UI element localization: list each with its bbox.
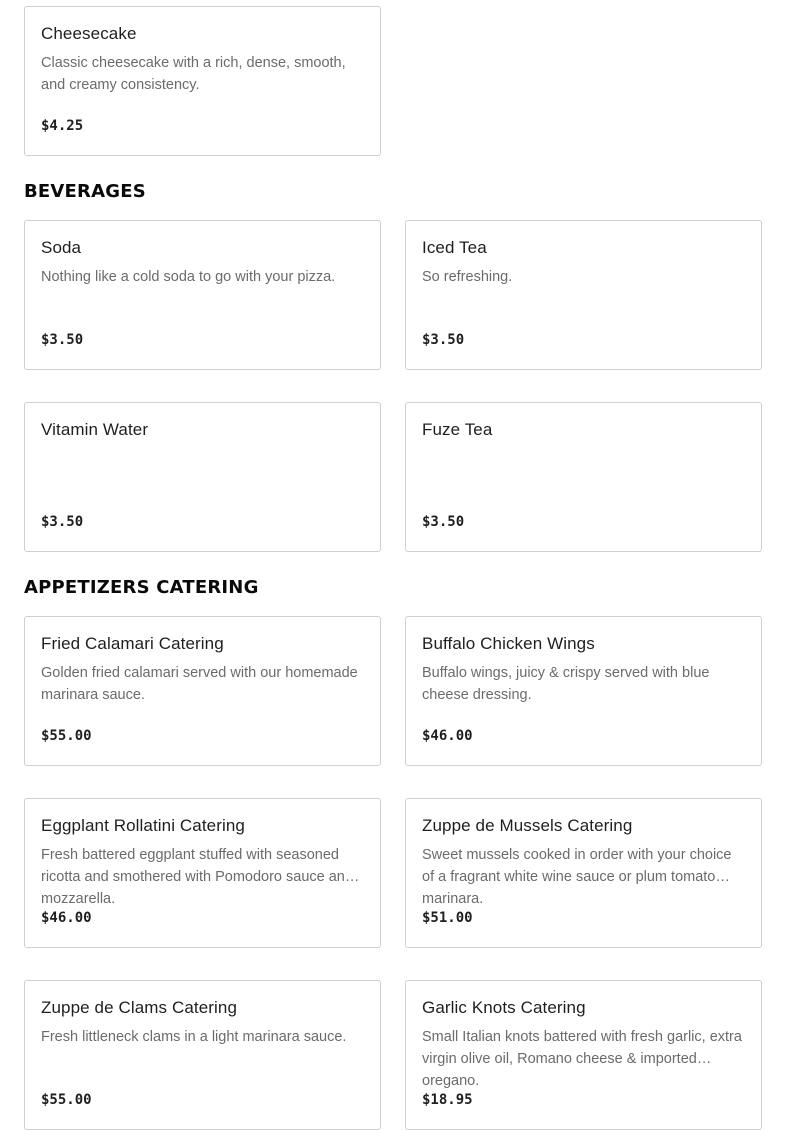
menu-item-card-zuppe-de-mussels-catering[interactable] (405, 798, 762, 948)
item-name: Garlic Knots Catering (422, 998, 586, 1017)
item-price: $51.00 (422, 910, 473, 926)
item-name: Buffalo Chicken Wings (422, 634, 595, 653)
item-price: $55.00 (41, 1092, 92, 1108)
item-description: Fresh littleneck clams in a light marinara sauce. (41, 1029, 347, 1045)
item-name: Fuze Tea (422, 420, 493, 439)
item-price: $55.00 (41, 728, 92, 744)
section-title-beverages: BEVERAGES (24, 181, 146, 202)
item-description: Fresh battered eggplant stuffed with seasoned ricotta and smothered with Pomodoro sauce and mozzarella. (41, 847, 353, 907)
item-description: Nothing like a cold soda to go with your pizza. (41, 269, 336, 285)
item-name: Soda (41, 238, 82, 257)
menu-item-card-fuze-tea[interactable] (405, 402, 762, 552)
menu-item-card-iced-tea[interactable] (405, 220, 762, 370)
menu-item-card-zuppe-de-clams-catering[interactable] (24, 980, 381, 1130)
menu-item-card-buffalo-chicken-wings[interactable] (405, 616, 762, 766)
item-price: $3.50 (422, 332, 465, 348)
item-name: Eggplant Rollatini Catering (41, 816, 245, 835)
menu-item-card-eggplant-rollatini-catering[interactable] (24, 798, 381, 948)
item-name: Vitamin Water (41, 420, 149, 439)
item-description: Golden fried calamari served with our homemade marinara sauce. (41, 665, 358, 703)
section-title-appetizers-catering: APPETIZERS CATERING (24, 577, 259, 598)
menu-item-card-fried-calamari-catering[interactable] (24, 616, 381, 766)
item-price: $3.50 (422, 514, 465, 530)
item-name: Iced Tea (422, 238, 487, 257)
menu-item-card-vitamin-water[interactable] (24, 402, 381, 552)
menu-item-card-cheesecake[interactable] (24, 6, 381, 156)
item-price: $3.50 (41, 514, 84, 530)
item-price: $4.25 (41, 118, 84, 134)
item-price: $46.00 (41, 910, 92, 926)
item-description: Sweet mussels cooked in order with your choice of a fragrant white wine sauce or plum tomato marinara. (422, 847, 732, 907)
item-description: Classic cheesecake with a rich, dense, smooth, and creamy consistency. (41, 55, 346, 93)
item-name: Fried Calamari Catering (41, 634, 224, 653)
item-price: $18.95 (422, 1092, 473, 1108)
menu-item-card-garlic-knots-catering[interactable] (405, 980, 762, 1130)
item-description: Small Italian knots battered with fresh garlic, extra virgin olive oil, Romano cheese & imported oregano. (422, 1029, 742, 1089)
item-price: $3.50 (41, 332, 84, 348)
item-name: Zuppe de Mussels Catering (422, 816, 633, 835)
menu-item-card-soda[interactable] (24, 220, 381, 370)
item-price: $46.00 (422, 728, 473, 744)
item-description: Buffalo wings, juicy & crispy served with blue cheese dressing. (422, 665, 710, 703)
item-description: So refreshing. (422, 269, 513, 285)
item-name: Zuppe de Clams Catering (41, 998, 238, 1017)
item-name: Cheesecake (41, 24, 137, 43)
